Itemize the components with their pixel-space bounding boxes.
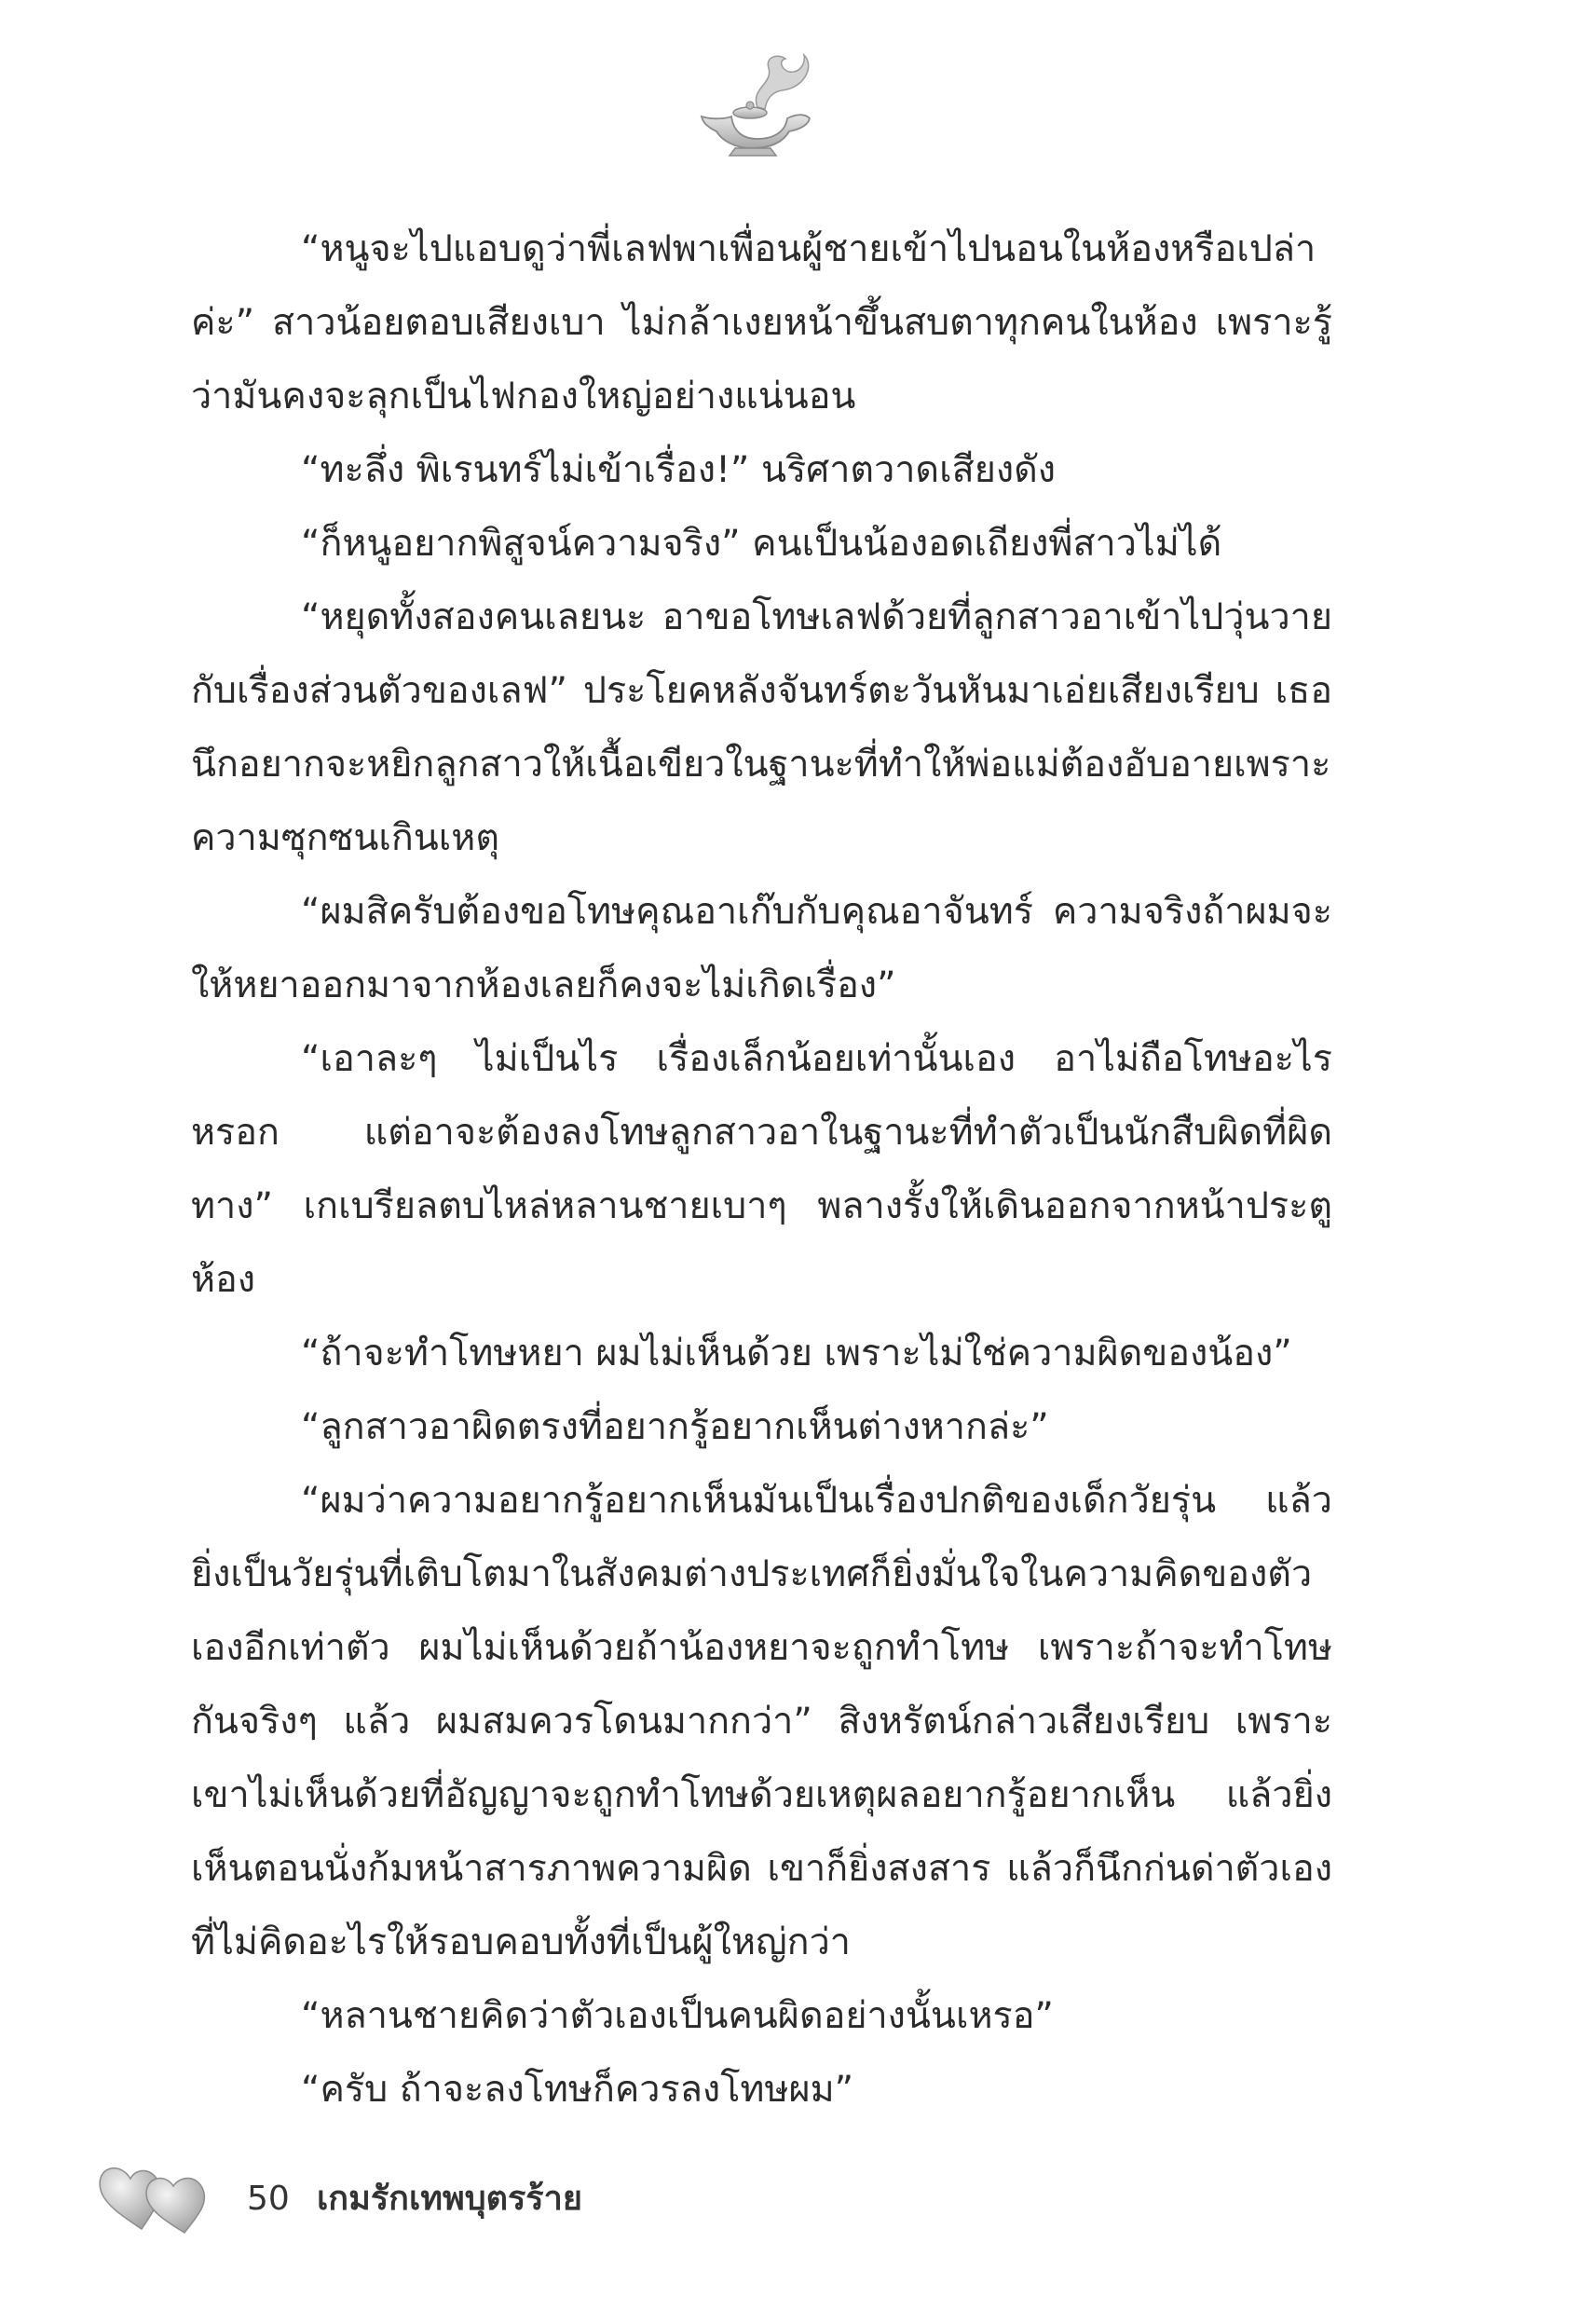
paragraph: “ลูกสาวอาผิดตรงที่อยากรู้อยากเห็นต่างหากล่ะ” — [301, 1405, 1049, 1448]
page-footer — [93, 2143, 745, 2246]
paragraph: “เอาละๆ ไม่เป็นไร เรื่องเล็กน้อยเท่านั้นเอง อาไม่ถือโทษอะไรหรอก แต่อาจะต้องลงโทษลูกสาวอาในฐานะที่ทำตัวเป็นนักสืบผิดที่ผิดทาง” เกเบรียลตบไหล่หลานชายเบาๆ พลางรั้งให้เดินออกจากหน้าประตูห้อง — [191, 1037, 1332, 1301]
genie-lamp-icon — [685, 51, 825, 163]
paragraph: “ถ้าจะทำโทษหยา ผมไม่เห็นด้วย เพราะไม่ใช่ความผิดของน้อง” — [301, 1332, 1292, 1374]
paragraph: “หลานชายคิดว่าตัวเองเป็นคนผิดอย่างนั้นเหรอ” — [301, 1994, 1054, 2037]
paragraph: “ครับ ถ้าจะลงโทษก็ควรลงโทษผม” — [301, 2068, 854, 2111]
paragraph: “ผมสิครับต้องขอโทษคุณอาเก๊บกับคุณอาจันทร์ ความจริงถ้าผมจะให้หยาออกมาจากห้องเลยก็คงจะไม่เกิดเรื่อง” — [191, 890, 1332, 1006]
paragraph: “ทะลึ่ง พิเรนทร์ไม่เข้าเรื่อง!” นริศาตวาดเสียงดัง — [301, 448, 1057, 491]
paragraph: “ก็หนูอยากพิสูจน์ความจริง” คนเป็นน้องอดเถียงพี่สาวไม่ได้ — [301, 522, 1222, 565]
paragraph: “ผมว่าความอยากรู้อยากเห็นมันเป็นเรื่องปกติของเด็กวัยรุ่น แล้วยิ่งเป็นวัยรุ่นที่เติบโตมาในสังคมต่างประเทศก็ยิ่งมั่นใจในความคิดของตัวเองอีกเท่าตัว ผมไม่เห็นด้วยถ้าน้องหยาจะถูกทำโทษ เพราะถ้าจะทำโทษกันจริงๆ แล้ว ผมสมควรโดนมากกว่า” สิงหรัตน์กล่าวเสียงเรียบ เพราะเขาไม่เห็นด้วยที่อัญญาจะถูกทำโทษด้วยเหตุผลอยากรู้อยากเห็น แล้วยิ่งเห็นตอนนั่งก้มหน้าสารภาพความผิด เขาก็ยิ่งสงสาร แล้วก็นึกก่นด่าตัวเองที่ไม่คิดอะไรให้รอบคอบทั้งที่เป็นผู้ใหญ่กว่า — [191, 1479, 1332, 1963]
hearts-icon — [93, 2143, 224, 2246]
body-text — [191, 212, 1332, 2126]
paragraph: “หยุดทั้งสองคนเลยนะ อาขอโทษเลฟด้วยที่ลูกสาวอาเข้าไปวุ่นวายกับเรื่องส่วนตัวของเลฟ” ประโยคหลังจันทร์ตะวันหันมาเอ่ยเสียงเรียบ เธอนึกอยากจะหยิกลูกสาวให้เนื้อเขียวในฐานะที่ทำให้พ่อแม่ต้องอับอายเพราะความซุกซนเกินเหตุ — [191, 595, 1332, 859]
page-number: 50 — [247, 2180, 290, 2218]
book-title: เกมรักเทพบุตรร้าย — [317, 2180, 582, 2218]
paragraph: “หนูจะไปแอบดูว่าพี่เลฟพาเพื่อนผู้ชายเข้าไปนอนในห้องหรือเปล่าค่ะ” สาวน้อยตอบเสียงเบา ไม่กล้าเงยหน้าขึ้นสบตาทุกคนในห้อง เพราะรู้ว่ามันคงจะลุกเป็นไฟกองใหญ่อย่างแน่นอน — [191, 227, 1332, 417]
